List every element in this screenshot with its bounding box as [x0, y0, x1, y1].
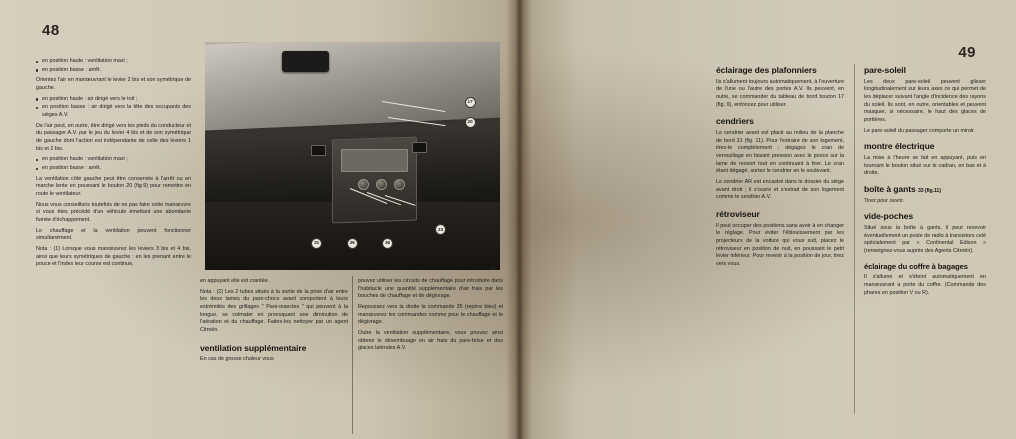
callout-35: 35: [347, 238, 358, 249]
callout-36: 36: [382, 238, 393, 249]
callout-17: 17: [465, 97, 476, 108]
paragraph: Le cendrier AR est encastré dans le dossier du siège avant droit ; il s'ouvre et s'extrait de son logement comme le cendrier A.V.: [716, 178, 844, 201]
heading-pare-soleil: pare-soleil: [864, 65, 906, 75]
paragraph: Outre la ventilation supplémentaire, vous pouvez ainsi obtenir le désembuage en air frais du pare-brise et des glaces latérales A.V.: [358, 330, 503, 352]
paragraph-nota: Nota : (2) Les 2 tubes situés à la sortie de la prise d'air entre les deux lames du pare-chocs avant comportent à leurs extrémités des grillages " Pare-insectes " qui peuvent à la longue, se colmater en provoquant une diminution de l'aération et du chauffage. Faites-les nettoyer par un agent Citroën.: [200, 288, 348, 334]
paragraph: Les deux pare-soleil peuvent glisser longitudinalement sur leurs axes ce qui permet de les déplacer suivant l'angle d'incidence des rayons du soleil. Ils sont, en outre, orientables et peuvent masquer, si nécessaire, le haut des glaces de portières.: [864, 78, 986, 123]
heading-boite-a-gants-note: 33 (fig.11): [918, 187, 941, 194]
callout-33: 33: [435, 224, 446, 235]
figure-number: 42: [490, 266, 497, 272]
paragraph: Situé sous la boîte à gants, il peut recevoir éventuellement un poste de radio à transistors celé spécialement par « Continental Edison » (renseignez-vous auprès des Agents Citroën).: [864, 225, 986, 255]
paragraph: en appuyant elle est crantée.: [200, 278, 270, 284]
column-divider: [854, 64, 855, 414]
heading-boite-a-gants: [864, 185, 986, 195]
paragraph: Tirez pour ouvrir.: [864, 197, 905, 204]
heading-montre-electrique: montre électrique: [864, 141, 935, 152]
paragraph: Il s'allume et s'éteint automatiquement en manœuvrant a porte du coffre. (Commande des phares en position V ou R).: [864, 274, 986, 296]
photo-radio: [341, 149, 408, 172]
list-item: en position basse : air dirigé vers la tête des occupants des sièges A.V.: [36, 104, 191, 119]
right-page: [520, 0, 1016, 439]
left-column-2: [200, 278, 348, 367]
bullet-list-low: [36, 156, 191, 172]
photo-vent-right: [412, 142, 427, 153]
callout-31: 31: [311, 238, 322, 249]
paragraph: Il peut occuper des positions sans avoir à en changer le réglage. Pour éviter l'éblouissement par les projecteurs de la voiture qui vous suit, placez le rétroviseur en position de nuit, en poussant le petit levier inférieur. Pour revenir à la position de jour, tirez vers vous.: [716, 222, 844, 267]
column-divider: [352, 276, 353, 434]
heading-ventilation-supplementaire: ventilation supplémentaire: [200, 342, 307, 353]
paragraph: Repoussez vers la droite la commande 35 (repère bleu) et manœuvrez les commandes comme pour le chauffage et le dégivrage.: [358, 304, 503, 326]
heading-eclairage-coffre: éclairage du coffre à bagages: [864, 261, 968, 271]
page-number-right: 49: [958, 44, 976, 61]
paragraph: La mise à l'heure se fait en appuyant, puis en tournant le bouton situé sur le cadran, en bas et à droite.: [864, 154, 986, 177]
paragraph: Le chauffage et la ventilation peuvent fonctionner simultanément.: [36, 227, 191, 242]
left-column-1: [36, 58, 191, 272]
callout-20: 20: [465, 117, 476, 128]
photo-knob-c: [394, 179, 405, 190]
paragraph: Ils s'allument toujours automatiquement, à l'ouverture de l'une ou l'autre des portes A.V. Ils peuvent, en outre, se commander du tableau de bord bouton 17 (fig. 9), enfoncez pour utiliser.: [716, 78, 844, 108]
heading-boite-a-gants-label: boîte à gants: [864, 183, 916, 194]
paragraph: Le cendrier avant est placé au milieu de la planche de bord 31 (fig. 11). Pour l'extraire de son logement, tirez-le complètement ; dégagez le cran de verrouillage en faisant pression avec le pouce sur la lame de ressort tout en continuant à tirer. Le cran étant dégagé, sortez le cendrier en le soulevant.: [716, 129, 844, 175]
list-item: en position basse : arrêt.: [36, 165, 191, 173]
list-item: en position haute : ventilation maxi ;: [36, 156, 191, 164]
heading-retroviseur: rétroviseur: [716, 208, 760, 219]
left-column-3: [358, 278, 503, 356]
right-column-1: [716, 66, 844, 272]
rearview-mirror-in-photo: [282, 51, 329, 72]
list-item: en position basse : arrêt.: [36, 67, 191, 75]
paragraph: Nous vous conseillons toutefois de ne pas faire cette manœuvre si vous êtes précédé d'un véhicule émettant une abondante fumée d'échappement.: [36, 201, 191, 224]
paragraph-nota: Nota : (1) Lorsque vous manœuvrez les leviers 3 bis et 4 bis, ainsi que leurs symétriques de gauche : en les prenant entre le pouce et l'index leur course est continue,: [36, 246, 191, 268]
dashboard-photo: [205, 42, 500, 270]
paragraph: De l'air peut, en outre, être dirigé vers les pieds du conducteur et du passager A.V. par le jeu du levier 4 bis et de son symétrique de gauche dont l'action est indépendante de celle des leviers 1 bis et 2 bis.: [36, 122, 191, 152]
paragraph: Orientez l'air en manœuvrant le levier 2 bis et son symétrique de gauche.: [36, 77, 191, 92]
heading-eclairage-plafonniers: éclairage des plafonniers: [716, 65, 817, 75]
heading-cendriers: cendriers: [716, 116, 754, 127]
list-item: en position haute : air dirigé vers le toit ;: [36, 96, 191, 104]
paragraph: La ventilation côté gauche peut être conservée à l'arrêt ou en marche lente en poussant le bouton 20 (fig.9) pour remettre en route le ventilateur.: [36, 175, 191, 198]
right-column-2: [864, 66, 986, 300]
paragraph: En cas de grosse chaleur vous: [200, 356, 274, 363]
page-number-left: 48: [42, 22, 60, 39]
paragraph: Le pare-soleil du passager comporte un miroir.: [864, 127, 976, 134]
photo-knob-b: [376, 179, 387, 190]
bullet-list-mid: [36, 96, 191, 120]
photo-vent-left: [311, 145, 326, 156]
paragraph: pouvez utiliser les circuits de chauffage pour introduire dans l'habitacle une quantité supplémentaire d'air frais par les bouches de chauffage et de dégivrage.: [358, 278, 503, 300]
list-item: en position haute : ventilation maxi ;: [36, 58, 191, 66]
bullet-list-top: [36, 58, 191, 74]
heading-vide-poches: vide-poches: [864, 211, 914, 222]
